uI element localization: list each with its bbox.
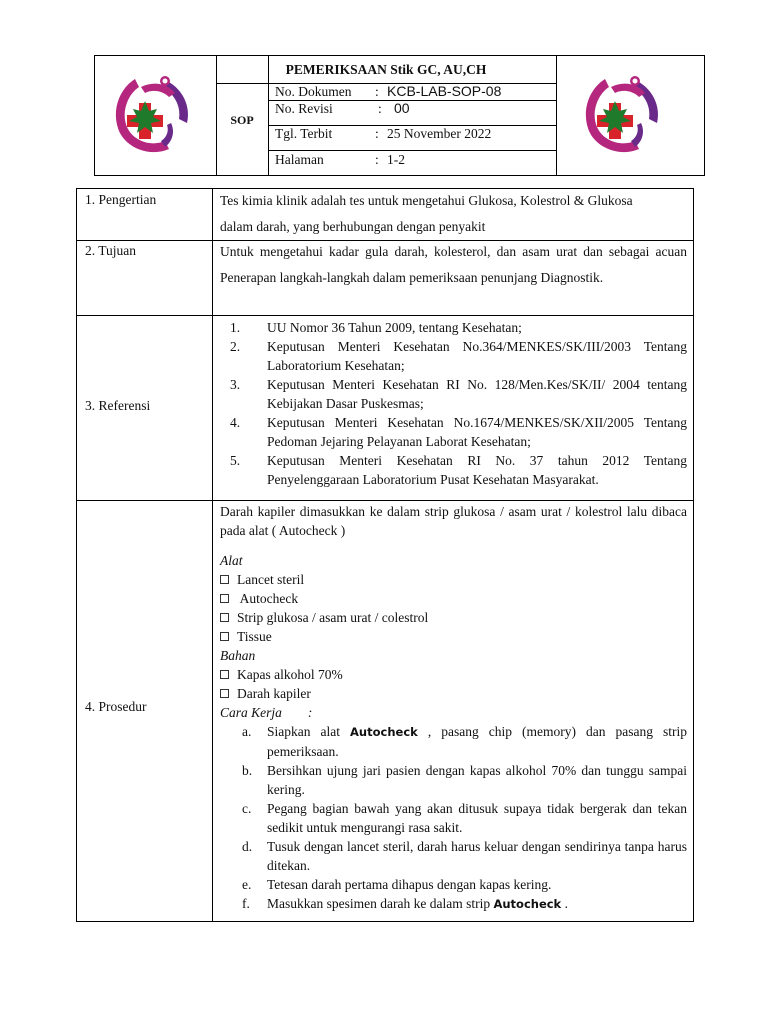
table-row-divider — [77, 500, 693, 501]
step-bold-text: Autocheck — [350, 725, 418, 739]
puskesmas-logo-left — [105, 71, 199, 159]
checkbox-icon — [220, 613, 229, 622]
list-number: 5. — [230, 453, 241, 468]
list-number: 3. — [230, 377, 241, 392]
list-item — [220, 665, 687, 684]
step-number: c. — [242, 801, 252, 816]
list-number: 2. — [230, 339, 241, 354]
field-sep: : — [375, 152, 379, 167]
field-sep: : — [375, 84, 379, 99]
procedure-step — [220, 894, 687, 914]
list-item — [220, 570, 687, 589]
field-value: 00 — [394, 100, 410, 116]
step-text: Siapkan alat — [267, 724, 351, 739]
field-halaman — [275, 152, 405, 168]
list-item — [220, 684, 687, 703]
step-text: Tetesan darah pertama dihapus dengan kapas kering. — [267, 877, 552, 892]
step-text-after: . — [561, 896, 568, 911]
step-number: b. — [242, 763, 253, 778]
list-text: UU Nomor 36 Tahun 2009, tentang Kesehatan; — [267, 320, 522, 335]
field-key: No. Dokumen — [275, 84, 352, 99]
field-sep: : — [378, 101, 382, 116]
prosedur-intro: Darah kapiler dimasukkan ke dalam strip glukosa / asam urat / kolestrol lalu dibaca pada alat ( Autocheck ) — [220, 504, 687, 538]
list-text: Keputusan Menteri Kesehatan No.364/MENKES/SK/III/2003 Tentang Laboratorium Kesehatan; — [267, 339, 687, 373]
bahan-heading: Bahan — [220, 648, 256, 663]
prosedur-content — [220, 502, 687, 914]
pengertian-line: dalam darah, yang berhubungan dengan penyakit — [220, 218, 486, 234]
puskesmas-logo-right — [575, 71, 669, 159]
alat-heading: Alat — [220, 553, 243, 568]
list-item — [220, 627, 687, 646]
list-text: Keputusan Menteri Kesehatan RI No. 128/Men.Kes/SK/II/ 2004 tentang Kebijakan Dasar Puskesmas; — [267, 377, 687, 411]
checkbox-icon — [220, 632, 229, 641]
checkbox-icon — [220, 670, 229, 679]
section-label-pengertian: 1. Pengertian — [85, 192, 157, 207]
list-text: Kapas alkohol 70% — [237, 667, 343, 682]
step-number: e. — [242, 877, 252, 892]
document-header — [94, 55, 705, 176]
list-text: Autocheck — [237, 591, 299, 606]
procedure-step — [220, 837, 687, 875]
section-label-referensi: 3. Referensi — [85, 398, 151, 413]
checkbox-icon — [220, 594, 229, 603]
field-tgl-terbit — [275, 126, 491, 142]
list-number: 4. — [230, 415, 241, 430]
step-text: Pegang bagian bawah yang akan ditusuk supaya tidak bergerak dan tekan sedikit untuk mengurangi rasa sakit. — [267, 801, 687, 835]
step-text: Bersihkan ujung jari pasien dengan kapas alkohol 70% dan tunggu sampai kering. — [267, 763, 687, 797]
list-item — [220, 608, 687, 627]
sop-label: SOP — [230, 113, 254, 127]
list-number: 1. — [230, 320, 241, 335]
header-divider — [268, 150, 556, 151]
document-title: PEMERIKSAAN Stik GC, AU,CH — [285, 62, 487, 77]
header-divider — [556, 56, 557, 175]
list-item — [220, 337, 687, 375]
list-text: Keputusan Menteri Kesehatan No.1674/MENKES/SK/XII/2005 Tentang Pedoman Jejaring Pelayanan Laborat Kesehatan; — [267, 415, 687, 449]
field-no-revisi — [275, 100, 410, 117]
list-item — [220, 318, 687, 337]
list-text: Strip glukosa / asam urat / colestrol — [237, 610, 429, 625]
list-item — [220, 451, 687, 489]
step-bold-text: Autocheck — [493, 897, 562, 911]
list-item — [220, 413, 687, 451]
section-label-prosedur: 4. Prosedur — [85, 699, 147, 714]
list-text: Darah kapiler — [237, 686, 311, 701]
list-text: Keputusan Menteri Kesehatan RI No. 37 tahun 2012 Tentang Penyelenggaraan Laboratorium Pusat Kesehatan Masyarakat. — [267, 453, 687, 487]
field-value: 1-2 — [387, 152, 405, 167]
table-column-divider — [212, 189, 213, 921]
procedure-step — [220, 799, 687, 837]
table-row-divider — [77, 315, 693, 316]
list-text: Lancet steril — [237, 572, 305, 587]
procedure-step — [220, 875, 687, 894]
cara-kerja-heading — [220, 703, 687, 722]
list-item — [220, 589, 687, 608]
field-value: 25 November 2022 — [387, 126, 492, 141]
step-text: Masukkan spesimen darah ke dalam strip — [267, 896, 494, 911]
procedure-step — [220, 722, 687, 761]
step-text: Tusuk dengan lancet steril, darah harus keluar dengan sendirinya tanpa harus ditekan. — [267, 839, 687, 873]
step-number: f. — [242, 896, 250, 911]
list-item — [220, 375, 687, 413]
cara-kerja-title: Cara Kerja — [220, 705, 282, 720]
cara-kerja-colon: : — [307, 705, 313, 720]
step-number: d. — [242, 839, 253, 854]
field-no-dokumen — [275, 83, 501, 100]
pengertian-text — [220, 188, 687, 239]
field-key: No. Revisi — [275, 101, 333, 116]
field-sep: : — [375, 126, 379, 141]
pengertian-line: Tes kimia klinik adalah tes untuk mengetahui Glukosa, Kolestrol & Glukosa — [220, 193, 633, 208]
field-key: Halaman — [275, 152, 324, 167]
checkbox-icon — [220, 575, 229, 584]
step-number: a. — [242, 724, 252, 739]
list-text: Tissue — [237, 629, 272, 644]
field-key: Tgl. Terbit — [275, 126, 333, 141]
checkbox-icon — [220, 689, 229, 698]
field-value: KCB-LAB-SOP-08 — [387, 83, 502, 99]
sop-table — [76, 188, 694, 922]
tujuan-text: Untuk mengetahui kadar gula darah, kolesterol, dan asam urat dan sebagai acuan Penerapan langkah-langkah dalam pemeriksaan penunjang Diagnostik. — [220, 244, 687, 285]
section-label-tujuan: 2. Tujuan — [85, 243, 137, 258]
referensi-list — [220, 318, 687, 489]
procedure-step — [220, 761, 687, 799]
step-text-after: , pasang chip (memory) dan pasang strip pemeriksaan. — [267, 724, 687, 759]
